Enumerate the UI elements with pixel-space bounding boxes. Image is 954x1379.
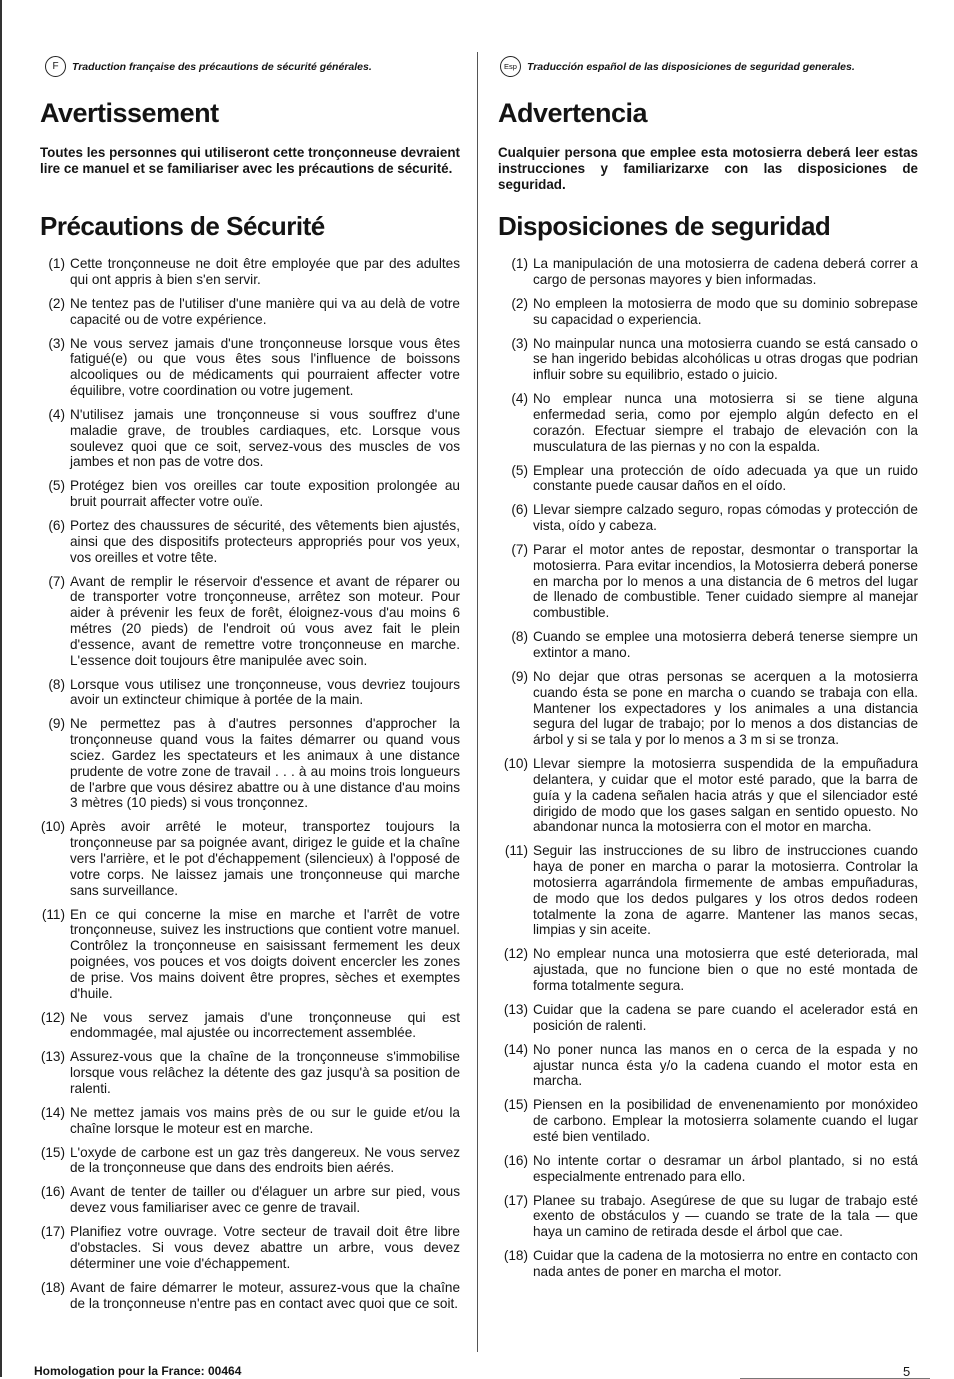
item-number: (1) xyxy=(48,256,65,271)
list-item xyxy=(498,843,918,938)
page-number: 5 xyxy=(903,1364,911,1379)
homologation-note: Homologation pour la France: 00464 xyxy=(34,1364,242,1378)
item-number: (11) xyxy=(504,843,528,859)
list-item xyxy=(40,478,460,510)
spanish-language-caption xyxy=(500,56,855,77)
list-item xyxy=(40,518,460,565)
item-number: (17) xyxy=(503,1192,528,1208)
item-number: (15) xyxy=(40,1144,65,1160)
french-warning-text: Toutes les personnes qui utiliseront cette tronçonneuse devraient lire ce manuel et se familiariser avec les précautions de sécurité. xyxy=(40,145,460,176)
list-item xyxy=(498,1193,918,1240)
item-number: (2) xyxy=(48,295,65,311)
item-number: (5) xyxy=(511,462,528,478)
list-item xyxy=(40,1280,460,1312)
item-text: Protégez bien vos oreilles car toute exposition prolongée au bruit pourrait affecter votre ouïe. xyxy=(70,478,460,510)
item-number: (15) xyxy=(503,1097,528,1113)
item-number: (10) xyxy=(503,756,528,772)
list-item xyxy=(40,296,460,328)
item-text: La manipulación de una motosierra de cadena deberá correr a cargo de personas mayores y bien informadas. xyxy=(533,256,918,287)
item-number: (14) xyxy=(40,1104,65,1120)
item-text: Assurez-vous que la chaîne de la tronçonneuse s'immobilise lorsque vous relâchez la détente des gaz jusqu'à sa position de ralenti. xyxy=(70,1049,460,1096)
item-text: Avant de remplir le réservoir d'essence et avant de réparer ou de transporter votre tronçonneuse, arrêtez son moteur. Pour aider à prévenir les feux de forêt, éloignez-vous d'au moins 6 métres (20 pieds) de l'endroit oú vous avez fait le plein d'essence, avant de remettre votre tronçonneuse en marche. L'essence doit toujours être manipulée avec soin. xyxy=(70,573,460,668)
french-language-caption xyxy=(45,56,372,77)
list-item xyxy=(498,1002,918,1034)
french-section-title: Précautions de Sécurité xyxy=(40,211,325,241)
list-item xyxy=(40,407,460,470)
item-text: Ne tentez pas de l'utiliser d'une manière qui va au delà de votre capacité ou de votre expérience. xyxy=(70,295,460,327)
spanish-precautions-list xyxy=(498,256,918,1288)
list-item xyxy=(40,1145,460,1177)
item-text: Emplear una protección de oído adecuada ya que un ruido constante puede causar daños en el oído. xyxy=(533,462,918,494)
item-text: N'utilisez jamais une tronçonneuse si vous souffrez d'une maladie grave, de troubles cardiaques, etc. Lorsque vous soulevez quoi que ce soit, servez-vous des muscles de vos jambes et non pas de votre dos. xyxy=(70,406,460,470)
item-text: L'oxyde de carbone est un gaz très dangereux. Ne vous servez de la tronçonneuse que dans des endroits bien aérés. xyxy=(70,1144,460,1176)
item-number: (9) xyxy=(511,669,528,685)
item-text: Portez des chaussures de sécurité, des vêtements bien ajustés, ainsi que des dispositifs protecteurs appropriés pour vos yeux, vos oreilles et votre tête. xyxy=(70,518,460,565)
item-number: (7) xyxy=(48,573,65,589)
french-precautions-list xyxy=(40,256,460,1320)
item-text: En ce qui concerne la mise en marche et l'arrêt de votre tronçonneuse, suivez les instructions que contient votre manuel. Contrôlez la tronçonneuse en saisissant fermement les deux poignées, vos pouces et vos doigts doivent encercler les zones de prise. Vos mains doivent être propres, sèches et exemptes d'huile. xyxy=(70,906,460,1001)
item-number: (12) xyxy=(503,946,528,962)
item-text: No emplear nunca una motosierra que esté deteriorada, mal ajustada, que no funcione bien o que no esté montada de forma totalmente segura. xyxy=(533,946,918,993)
item-text: No poner nunca las manos en o cerca de la espada y no ajustar nunca ésta y/o la cadena cuando el motor esta en marcha. xyxy=(533,1041,918,1089)
list-item xyxy=(40,907,460,1002)
list-item xyxy=(498,946,918,993)
list-item xyxy=(40,677,460,709)
item-text: No intente cortar o desramar un árbol plantado, si no está especialmente entrenado para ello. xyxy=(533,1152,918,1184)
spanish-caption-text: Traducción español de las disposiciones de seguridad generales. xyxy=(527,60,855,73)
list-item xyxy=(40,336,460,399)
item-number: (6) xyxy=(48,518,65,534)
item-text: Avant de tenter de tailler ou d'élaguer un arbre sur pied, vous devez vous familiariser avec ce genre de travail. xyxy=(70,1184,460,1216)
list-item xyxy=(40,1105,460,1137)
item-number: (12) xyxy=(40,1009,65,1025)
list-item xyxy=(40,819,460,898)
page-edge xyxy=(0,0,2,1377)
item-text: No mainpular nunca una motosierra cuando se está cansado o se han ingerido bebidas alcohólicas u otras drogas que podrian influir sobre su equilibrio, estado o juicio. xyxy=(533,335,918,383)
item-number: (18) xyxy=(503,1248,528,1264)
french-language-icon: F xyxy=(45,56,66,77)
french-caption-text: Traduction française des précautions de sécurité générales. xyxy=(72,60,372,73)
item-text: Cuando se emplee una motosierra deberá tenerse siempre un extintor a mano. xyxy=(533,629,918,661)
item-text: Piensen en la posibilidad de envenenamiento por monóxideo de carbono. Emplear la motosierra solamente cuando el lugar esté bien ventilado. xyxy=(533,1097,918,1144)
list-item xyxy=(40,1184,460,1216)
item-number: (13) xyxy=(503,1001,528,1017)
item-text: Ne vous servez jamais d'une tronçonneuse lorsque vous êtes fatigué(e) ou que vous êtes sous l'influence de boissons alcooliques ou de médicaments qui pourraient affecter votre équilibre, votre coordination ou votre jugement. xyxy=(70,335,460,398)
list-item xyxy=(40,256,460,288)
item-text: Parar el motor antes de repostar, desmontar o transportar la motosierra. Para evitar incendios, la Motosierra deberá ponerse en marcha por lo menos a una distancia de 6 metros del lugar de llenado de combustible. Tener cuidado siempre al manejar combustible. xyxy=(533,542,918,621)
list-item xyxy=(498,256,918,288)
item-number: (8) xyxy=(48,676,65,692)
item-text: Llevar siempre la motosierra suspendida de la empuñadura delantera, y cuidar que el motor esté parado, que la barra de guía y la cadena señalen hacia atrás y que el silenciador esté dirigido de modo que los gases salgan en sentido opuesto. No abandonar nunca la motosierra con el motor en marcha. xyxy=(533,756,918,835)
list-item xyxy=(498,296,918,328)
list-item xyxy=(498,1042,918,1089)
item-text: Ne permettez pas à d'autres personnes d'approcher la tronçonneuse quand vous la faites démarrer ou quand vous sciez. Gardez les spectateurs et les animaux à une distance prudente de votre zone de travail . . . à au moins trois longueurs de l'arbre que vous désirez abattre ou à une distance d'au moins 3 mètres (10 pieds) si vous tronçonnez. xyxy=(70,716,460,811)
item-text: Seguir las instrucciones de su libro de instrucciones cuando haya de poner en marcha o parar la motosierra. Controlar la motosierra agarrándola firmemente de ambas empuñaduras, de modo que los dedos pulgares y los otros dedos rodeen totalmente la zona de agarre. Mantener las manos secas, limpias y sin aceite. xyxy=(533,843,918,938)
item-number: (9) xyxy=(48,716,65,732)
item-number: (17) xyxy=(40,1224,65,1240)
item-number: (10) xyxy=(40,819,65,835)
spanish-warning-text: Cualquier persona que emplee esta motosierra deberá leer estas instrucciones y familiarizarxe con las disposiciones de seguridad. xyxy=(498,145,918,192)
item-text: No dejar que otras personas se acerquen a la motosierra cuando ésta se pone en marcha o cuando se trabaja con ella. Mantener los expectadores y los animales a una distancia segura del lugar de trabajo; por lo menos a dos distancias de árbol y si se tala y por lo menos a 3 m si se tronza. xyxy=(533,669,918,748)
list-item xyxy=(498,669,918,748)
column-divider xyxy=(477,52,478,1352)
list-item xyxy=(40,1224,460,1271)
list-item xyxy=(40,1049,460,1096)
item-number: (4) xyxy=(48,406,65,422)
item-text: Après avoir arrêté le moteur, transportez toujours la tronçonneuse par sa poignée avant, dirigez le guide et la chaîne vers l'arrière, et le pot d'échappement (silencieux) à l'opposé de votre corps. Ne laissez jamais une tronçonneuse qui marche sans surveillance. xyxy=(70,819,460,898)
list-item xyxy=(498,1153,918,1185)
item-text: Lorsque vous utilisez une tronçonneuse, vous devriez toujours avoir un extincteur chimique à portée de la main. xyxy=(70,676,460,708)
item-text: Cuidar que la cadena se pare cuando el acelerador está en posición de ralenti. xyxy=(533,1001,918,1033)
list-item xyxy=(498,1097,918,1144)
list-item xyxy=(498,502,918,534)
item-text: Ne vous servez jamais d'une tronçonneuse qui est endommagée, mal ajustée ou incorrectement assemblée. xyxy=(70,1009,460,1041)
item-number: (13) xyxy=(40,1049,65,1065)
item-number: (7) xyxy=(511,542,528,558)
list-item xyxy=(40,1010,460,1042)
item-text: No empleen la motosierra de modo que su dominio sobrepase su capacidad o experiencia. xyxy=(533,295,918,327)
item-text: No emplear nunca una motosierra si se tiene alguna enfermedad seria, como por ejemplo algún defecto en el corazón. Efectuar siempre el trabajo de elevación con la musculatura de las piernas y no con la espalda. xyxy=(533,391,918,454)
item-number: (4) xyxy=(511,391,528,407)
spanish-warning-title: Advertencia xyxy=(498,98,648,128)
item-text: Planifiez votre ouvrage. Votre secteur de travail doit être libre d'obstacles. Si vous devez abattre un arbre, vous devez déterminer une voie d'échappement. xyxy=(70,1224,460,1271)
item-number: (5) xyxy=(48,478,65,494)
spanish-language-icon: Esp xyxy=(500,56,521,77)
item-number: (2) xyxy=(511,295,528,311)
item-text: Llevar siempre calzado seguro, ropas cómodas y protección de vista, oído y cabeza. xyxy=(533,502,918,534)
list-item xyxy=(498,336,918,383)
item-text: Avant de faire démarrer le moteur, assurez-vous que la chaîne de la tronçonneuse n'entre pas en contact avec quoi que ce soit. xyxy=(70,1279,460,1311)
item-text: Cuidar que la cadena de la motosierra no entre en contacto con nada antes de poner en marcha el motor. xyxy=(533,1248,918,1280)
item-number: (1) xyxy=(511,256,528,271)
item-text: Cette tronçonneuse ne doit être employée que par des adultes qui ont appris à bien s'en servir. xyxy=(70,256,460,287)
item-text: Planee su trabajo. Asegúrese de que su lugar de trabajo esté exento de obstáculos y — cuando se trate de la tala — que haya un camino de retirada desde el árbol que cae. xyxy=(533,1192,918,1240)
item-number: (11) xyxy=(41,906,65,922)
item-number: (18) xyxy=(40,1279,65,1295)
item-number: (16) xyxy=(503,1152,528,1168)
french-warning-title: Avertissement xyxy=(40,98,219,128)
list-item xyxy=(498,391,918,454)
list-item xyxy=(40,574,460,669)
item-number: (6) xyxy=(511,502,528,518)
item-number: (3) xyxy=(511,335,528,351)
item-number: (16) xyxy=(40,1184,65,1200)
list-item xyxy=(498,756,918,835)
list-item xyxy=(498,463,918,495)
item-number: (8) xyxy=(511,629,528,645)
item-number: (3) xyxy=(48,335,65,351)
item-text: Ne mettez jamais vos mains près de ou sur le guide et/ou la chaîne lorsque le moteur est en marche. xyxy=(70,1104,460,1136)
list-item xyxy=(498,542,918,621)
item-number: (14) xyxy=(503,1041,528,1057)
list-item xyxy=(498,629,918,661)
list-item xyxy=(498,1248,918,1280)
list-item xyxy=(40,716,460,811)
spanish-section-title: Disposiciones de seguridad xyxy=(498,211,831,241)
